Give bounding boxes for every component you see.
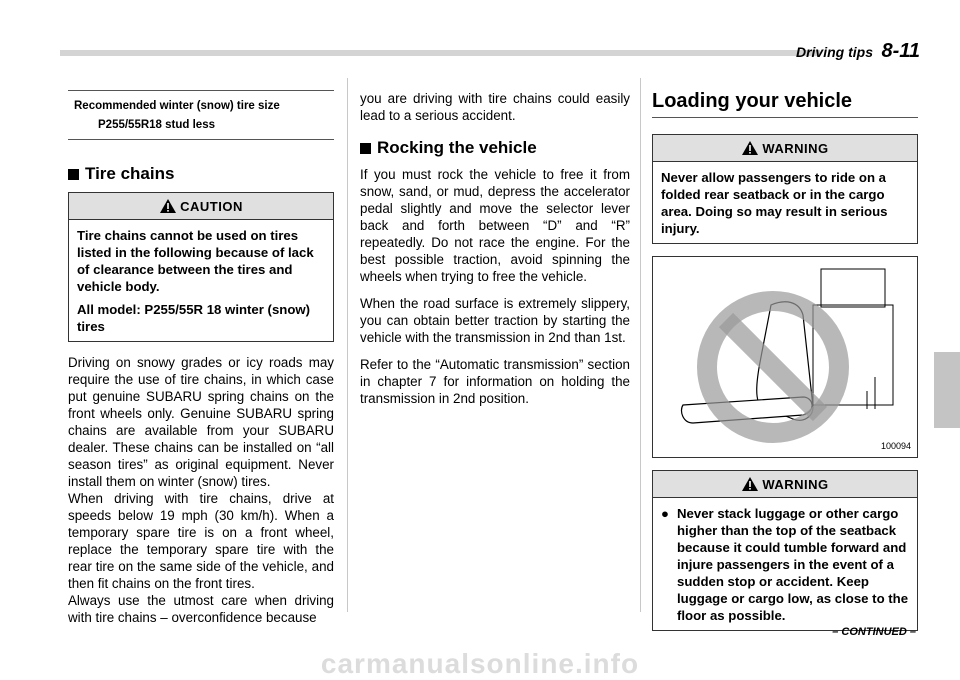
paragraph: you are driving with tire chains could easily lead to a serious accident. bbox=[360, 91, 630, 123]
warning-box-2 bbox=[652, 470, 918, 631]
paragraph: Driving on snowy grades or icy roads may require the use of tire chains, in which case put genuine SUBARU spring chains on the front wheels only. Genuine SUBARU spring chains are available from your SUBARU dealer. These chains can be installed on “all season tires” as original equipment. Never install them on winter (snow) tires. bbox=[68, 355, 334, 489]
warning-header: WARNING bbox=[653, 135, 917, 162]
paragraph: Always use the utmost care when driving with tire chains – overconfidence because bbox=[68, 593, 334, 625]
continued-label: – CONTINUED – bbox=[832, 626, 916, 638]
figure-code: 100094 bbox=[880, 441, 911, 451]
header-rule bbox=[60, 50, 820, 56]
column-1 bbox=[68, 90, 334, 626]
tire-chains-heading: Tire chains bbox=[68, 164, 334, 184]
warning-triangle-icon bbox=[159, 198, 177, 214]
prohibited-seat-illustration bbox=[653, 257, 917, 457]
warning-box-1 bbox=[652, 134, 918, 244]
no-riding-illustration bbox=[652, 256, 918, 458]
section-title: Driving tips bbox=[795, 44, 873, 60]
warning-triangle-icon bbox=[741, 476, 759, 492]
paragraph: When the road surface is extremely slippery, you can obtain better traction by starting the vehicle with the transmission in 2nd than 1st. bbox=[360, 296, 630, 345]
spec-label: Recommended winter (snow) tire size bbox=[74, 100, 280, 112]
loading-heading: Loading your vehicle bbox=[652, 90, 918, 118]
warning-bullet: ● Never stack luggage or other cargo higher than the top of the seatback because it could tumble forward and injure passengers in the event of a sudden stop or accident. Keep luggage or cargo low, as close to the floor as possible. bbox=[661, 506, 909, 623]
watermark: carmanualsonline.info bbox=[320, 648, 640, 679]
square-bullet-icon bbox=[68, 169, 79, 180]
caution-header: CAUTION bbox=[69, 193, 333, 220]
paragraph: If you must rock the vehicle to free it from snow, sand, or mud, depress the accelerator pedal slightly and move the selector lever back and forth between “D” and “R” repeatedly. Do not race the engine. For the best possible traction, avoid spinning the wheels when trying to free the vehicle. bbox=[360, 167, 630, 284]
caution-text: Tire chains cannot be used on tires listed in the following because of lack of clearance between the tires and vehicle body. All model: P255/55R 18 winter (snow) tires bbox=[77, 228, 314, 334]
paragraph: When driving with tire chains, drive at speeds below 19 mph (30 km/h). When a temporary spare tire is on a front wheel, replace the temporary spare tire with the rear tire on the same side of the vehicle, and then fit chains on the front tires. bbox=[68, 491, 334, 591]
column-divider bbox=[640, 78, 641, 612]
column-3 bbox=[652, 90, 918, 643]
warning-header: WARNING bbox=[653, 471, 917, 498]
rocking-heading: Rocking the vehicle bbox=[360, 138, 630, 158]
paragraph: Refer to the “Automatic transmission” section in chapter 7 for information on holding the transmission in 2nd position. bbox=[360, 357, 630, 406]
chapter-tab bbox=[934, 352, 960, 428]
square-bullet-icon bbox=[360, 143, 371, 154]
warning-text: Never allow passengers to ride on a folded rear seatback or in the cargo area. Doing so may result in serious injury. bbox=[661, 170, 888, 236]
bullet-icon: ● bbox=[661, 506, 669, 521]
column-2 bbox=[360, 90, 630, 417]
spec-value: P255/55R18 stud less bbox=[98, 119, 215, 131]
caution-box bbox=[68, 192, 334, 342]
warning-triangle-icon bbox=[741, 140, 759, 156]
page-number: 8-11 bbox=[881, 40, 920, 62]
winter-tire-spec bbox=[68, 90, 334, 140]
column-divider bbox=[347, 78, 348, 612]
page-header bbox=[796, 40, 920, 63]
